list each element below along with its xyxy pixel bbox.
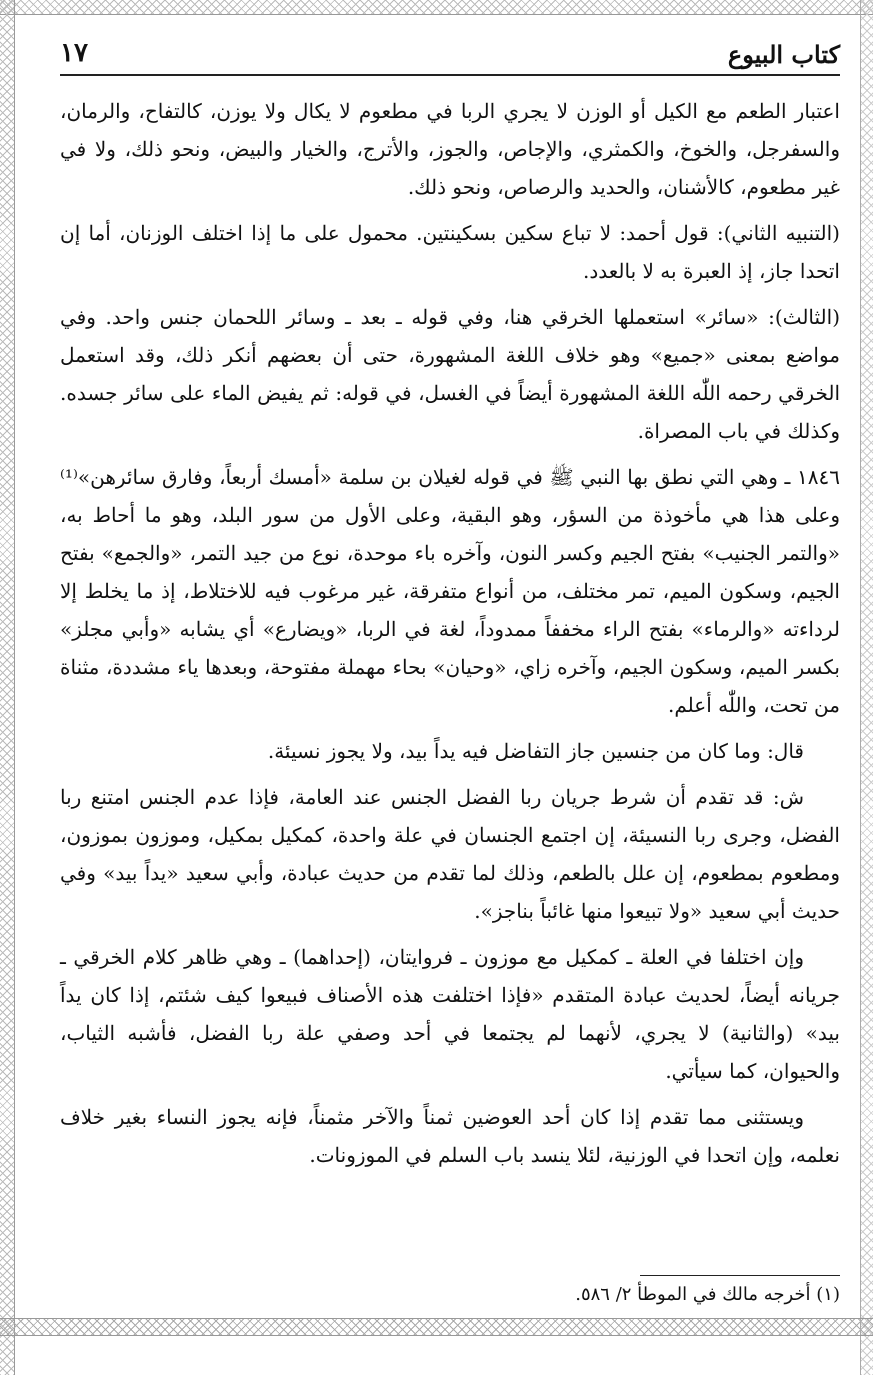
paragraph-2: (التنبيه الثاني): قول أحمد: لا تباع سكين بسكينتين. محمول على ما إذا اختلف الوزنان، أما إن اتحدا جاز، إذ العبرة به لا بالعدد.: [60, 221, 840, 283]
paragraph-4: ١٨٤٦ ـ وهي التي نطق بها النبي ﷺ في قوله لغيلان بن سلمة «أمسك أربعاً، وفارق سائرهن»⁽¹⁾ وعلى هذا هي مأخوذة من السؤر، وهو البقية، وعلى الأول من سور البلد، وهو ما أحاط به، «والتمر الجنيب» بفتح الجيم وكسر النون، وآخره باء موحدة، نوع من جيد التمر، «والجمع» بفتح الجيم، وسكون الميم، تمر مختلف، من أنواع متفرقة، غير مرغوب فيه للاختلاط، إذ ما يخلط إلا لرداءته «والرماء» بفتح الراء مخففاً ممدوداً، لغة في الربا، «ويضارع» أي يشابه «وأبي مجلز» بكسر الميم، وسكون الجيم، وآخره زاي، «وحيان» بحاء مهملة مفتوحة، وبعدها ياء مشددة، مثناة من تحت، واللّٰه أعلم.: [60, 465, 840, 717]
decorative-border-left: [0, 0, 15, 1375]
decorative-border-top: [0, 0, 873, 15]
paragraph-7: وإن اختلفا في العلة ـ كمكيل مع موزون ـ فروايتان، (إحداهما) ـ وهي ظاهر كلام الخرقي ـ جريانه أيضاً، لحديث عبادة المتقدم «فإذا اختلفت هذه الأصناف فبيعوا كيف شئتم، إذا كان يداً بيد» (والثانية) لا يجري، لأنهما لم يجتمعا في أحد وصفي علة ربا الفضل، فأشبه الثياب، والحيوان، كما سيأتي.: [60, 945, 840, 1083]
decorative-border-right: [860, 0, 873, 1375]
page-header: [60, 34, 840, 76]
paragraph-8: ويستثنى مما تقدم إذا كان أحد العوضين ثمناً والآخر مثمناً، فإنه يجوز النساء بغير خلاف نعلمه، وإن اتحدا في الوزنية، لئلا ينسد باب السلم في الموزونات.: [60, 1105, 840, 1167]
footnote-divider: [640, 1275, 840, 1276]
decorative-border-bottom: [0, 1318, 873, 1336]
footnote: (١) أخرجه مالك في الموطأ ٢/ ٥٨٦.: [575, 1284, 840, 1305]
page-body: [60, 92, 840, 1182]
paragraph-5: قال: وما كان من جنسين جاز التفاضل فيه يداً بيد، ولا يجوز نسيئة.: [267, 739, 804, 763]
chapter-title: كتاب البيوع: [727, 40, 840, 69]
paragraph-1: اعتبار الطعم مع الكيل أو الوزن لا يجري الربا في مطعوم لا يكال ولا يوزن، كالتفاح، والرمان، والسفرجل، والخوخ، والكمثري، والإجاص، والجوز، والأترج، والخيار والبيض، ونحو ذلك، ولا في غير مطعوم، كالأشنان، والحديد والرصاص، ونحو ذلك.: [60, 99, 840, 199]
paragraph-6: ش: قد تقدم أن شرط جريان ربا الفضل الجنس عند العامة، فإذا عدم الجنس امتنع ربا الفضل، وجرى ربا النسيئة، إن اجتمع الجنسان في علة واحدة، كمكيل بمكيل، وموزون بموزون، ومطعوم بمطعوم، إن علل بالطعم، وذلك لما تقدم من حديث عبادة، وأبي سعيد «يداً بيد» وفي حديث أبي سعيد «ولا تبيعوا منها غائباً بناجز».: [60, 785, 840, 923]
paragraph-3: (الثالث): «سائر» استعملها الخرقي هنا، وفي قوله ـ بعد ـ وسائر اللحمان جنس واحد. وفي مواضع بمعنى «جميع» وهو خلاف اللغة المشهورة، حتى أن بعضهم أنكر ذلك، وقد استعمل الخرقي رحمه اللّٰه اللغة المشهورة أيضاً في الغسل، في قوله: ثم يفيض الماء على سائر جسده. وكذلك في باب المصراة.: [60, 305, 840, 443]
page-number: ١٧: [60, 38, 88, 68]
